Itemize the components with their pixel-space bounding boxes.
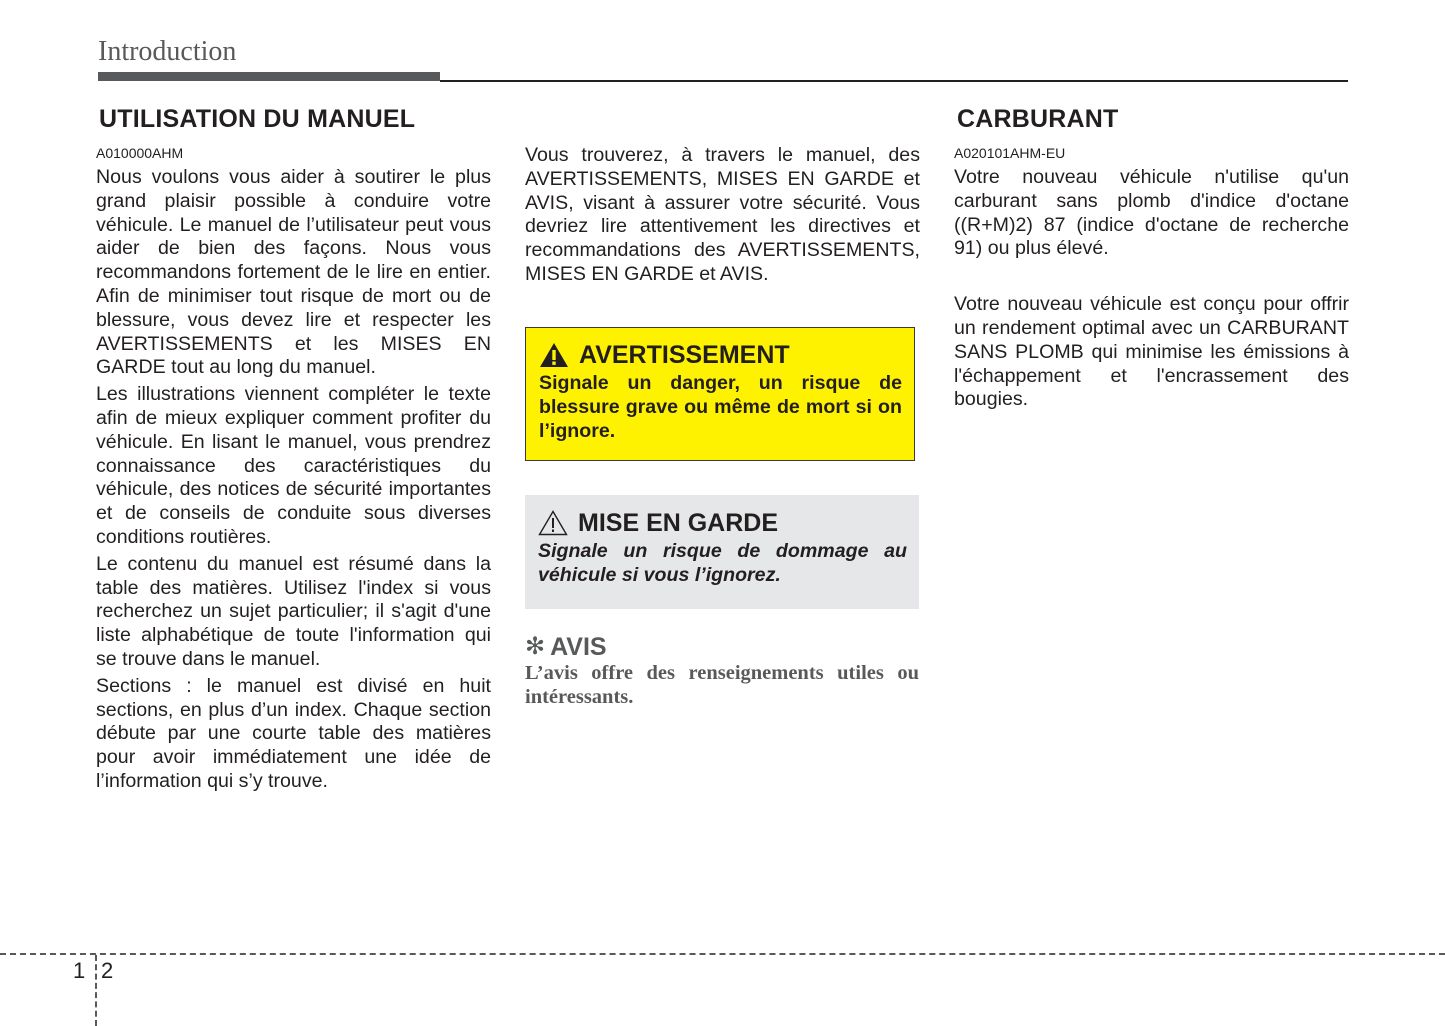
notice-title-row <box>525 632 919 662</box>
caution-title-row <box>538 508 907 538</box>
notice-section <box>525 632 919 710</box>
section-heading-manual: UTILISATION DU MANUEL <box>99 105 416 133</box>
paragraph: Votre nouveau véhicule est conçu pour offrir un rendement optimal avec un CARBURANT SANS PLOMB qui minimise les émissions à l'échappement et l'encrassement des bougies. <box>954 293 1349 411</box>
right-column <box>954 104 1349 412</box>
asterisk-icon: ✻ <box>525 633 546 660</box>
section-number: 1 <box>73 958 86 983</box>
caution-body: Signale un risque de dommage au véhicule si vous l’ignorez. <box>538 540 907 586</box>
paragraph: Nous voulons vous aider à soutirer le plus grand plaisir possible à conduire votre véhicule. Le manuel de l’utilisateur peut vous aider de bien des façons. Nous vous recommandons fortement de le lire en entier. Afin de minimiser tout risque de mort ou de blessure, vous devez lire et respecter les AVERTISSEMENTS et les MISES EN GARDE tout au long du manuel. <box>96 166 491 379</box>
footer-dashed-divider <box>95 955 97 1026</box>
notice-body: L’avis offre des renseignements utiles ou intéressants. <box>525 662 919 708</box>
paragraph-spacer <box>954 261 1349 293</box>
paragraph: Sections : le manuel est divisé en huit sections, en plus d’un index. Chaque section débute par une courte table des matières pour avoir immédiatement une idée de l’information qui s’y trouve. <box>96 674 491 792</box>
intro-paragraph: Vous trouverez, à travers le manuel, des AVERTISSEMENTS, MISES EN GARDE et AVIS, visant à assurer votre sécurité. Vous devriez lire attentivement les directives et recommandations des AVERTISSEMENTS, MISES EN GARDE et AVIS. <box>525 144 920 285</box>
warning-title: AVERTISSEMENT <box>579 341 790 369</box>
paragraph: Votre nouveau véhicule n'utilise qu'un carburant sans plomb d'indice d'octane ((R+M)2) 87 (indice d'octane de recherche 91) ou plus élevé. <box>954 166 1349 260</box>
left-column <box>96 104 491 797</box>
paragraph: Le contenu du manuel est résumé dans la table des matières. Utilisez l'index si vous recherchez un sujet particulier; il s'agit d'une liste alphabétique de toute l'information qui se trouve dans le manuel. <box>96 552 491 670</box>
footer-dashed-rule <box>0 953 1445 955</box>
warning-title-row <box>539 340 902 370</box>
warning-body: Signale un danger, un risque de blessure grave ou même de mort si on l’ignore. <box>539 372 902 442</box>
middle-column <box>525 144 920 290</box>
chapter-title: Introduction <box>98 36 237 67</box>
reference-code: A020101AHM-EU <box>954 145 1066 161</box>
section-heading-fuel: CARBURANT <box>957 105 1119 133</box>
header-bar-thick <box>98 72 440 81</box>
warning-triangle-filled-icon <box>539 342 569 368</box>
notice-title: AVIS <box>550 633 607 661</box>
warning-triangle-outline-icon <box>538 510 568 536</box>
page-number: 2 <box>101 958 114 983</box>
warning-box <box>525 327 915 461</box>
reference-code: A010000AHM <box>96 145 184 161</box>
caution-title: MISE EN GARDE <box>578 509 779 537</box>
paragraph: Les illustrations viennent compléter le texte afin de mieux expliquer comment profiter du véhicule. En lisant le manuel, vous prendrez connaissance des caractéristiques du véhicule, des notices de sécurité importantes et de conseils de conduite sous diverses conditions routières. <box>96 383 491 548</box>
header-rule <box>440 80 1348 82</box>
caution-box <box>525 495 919 609</box>
